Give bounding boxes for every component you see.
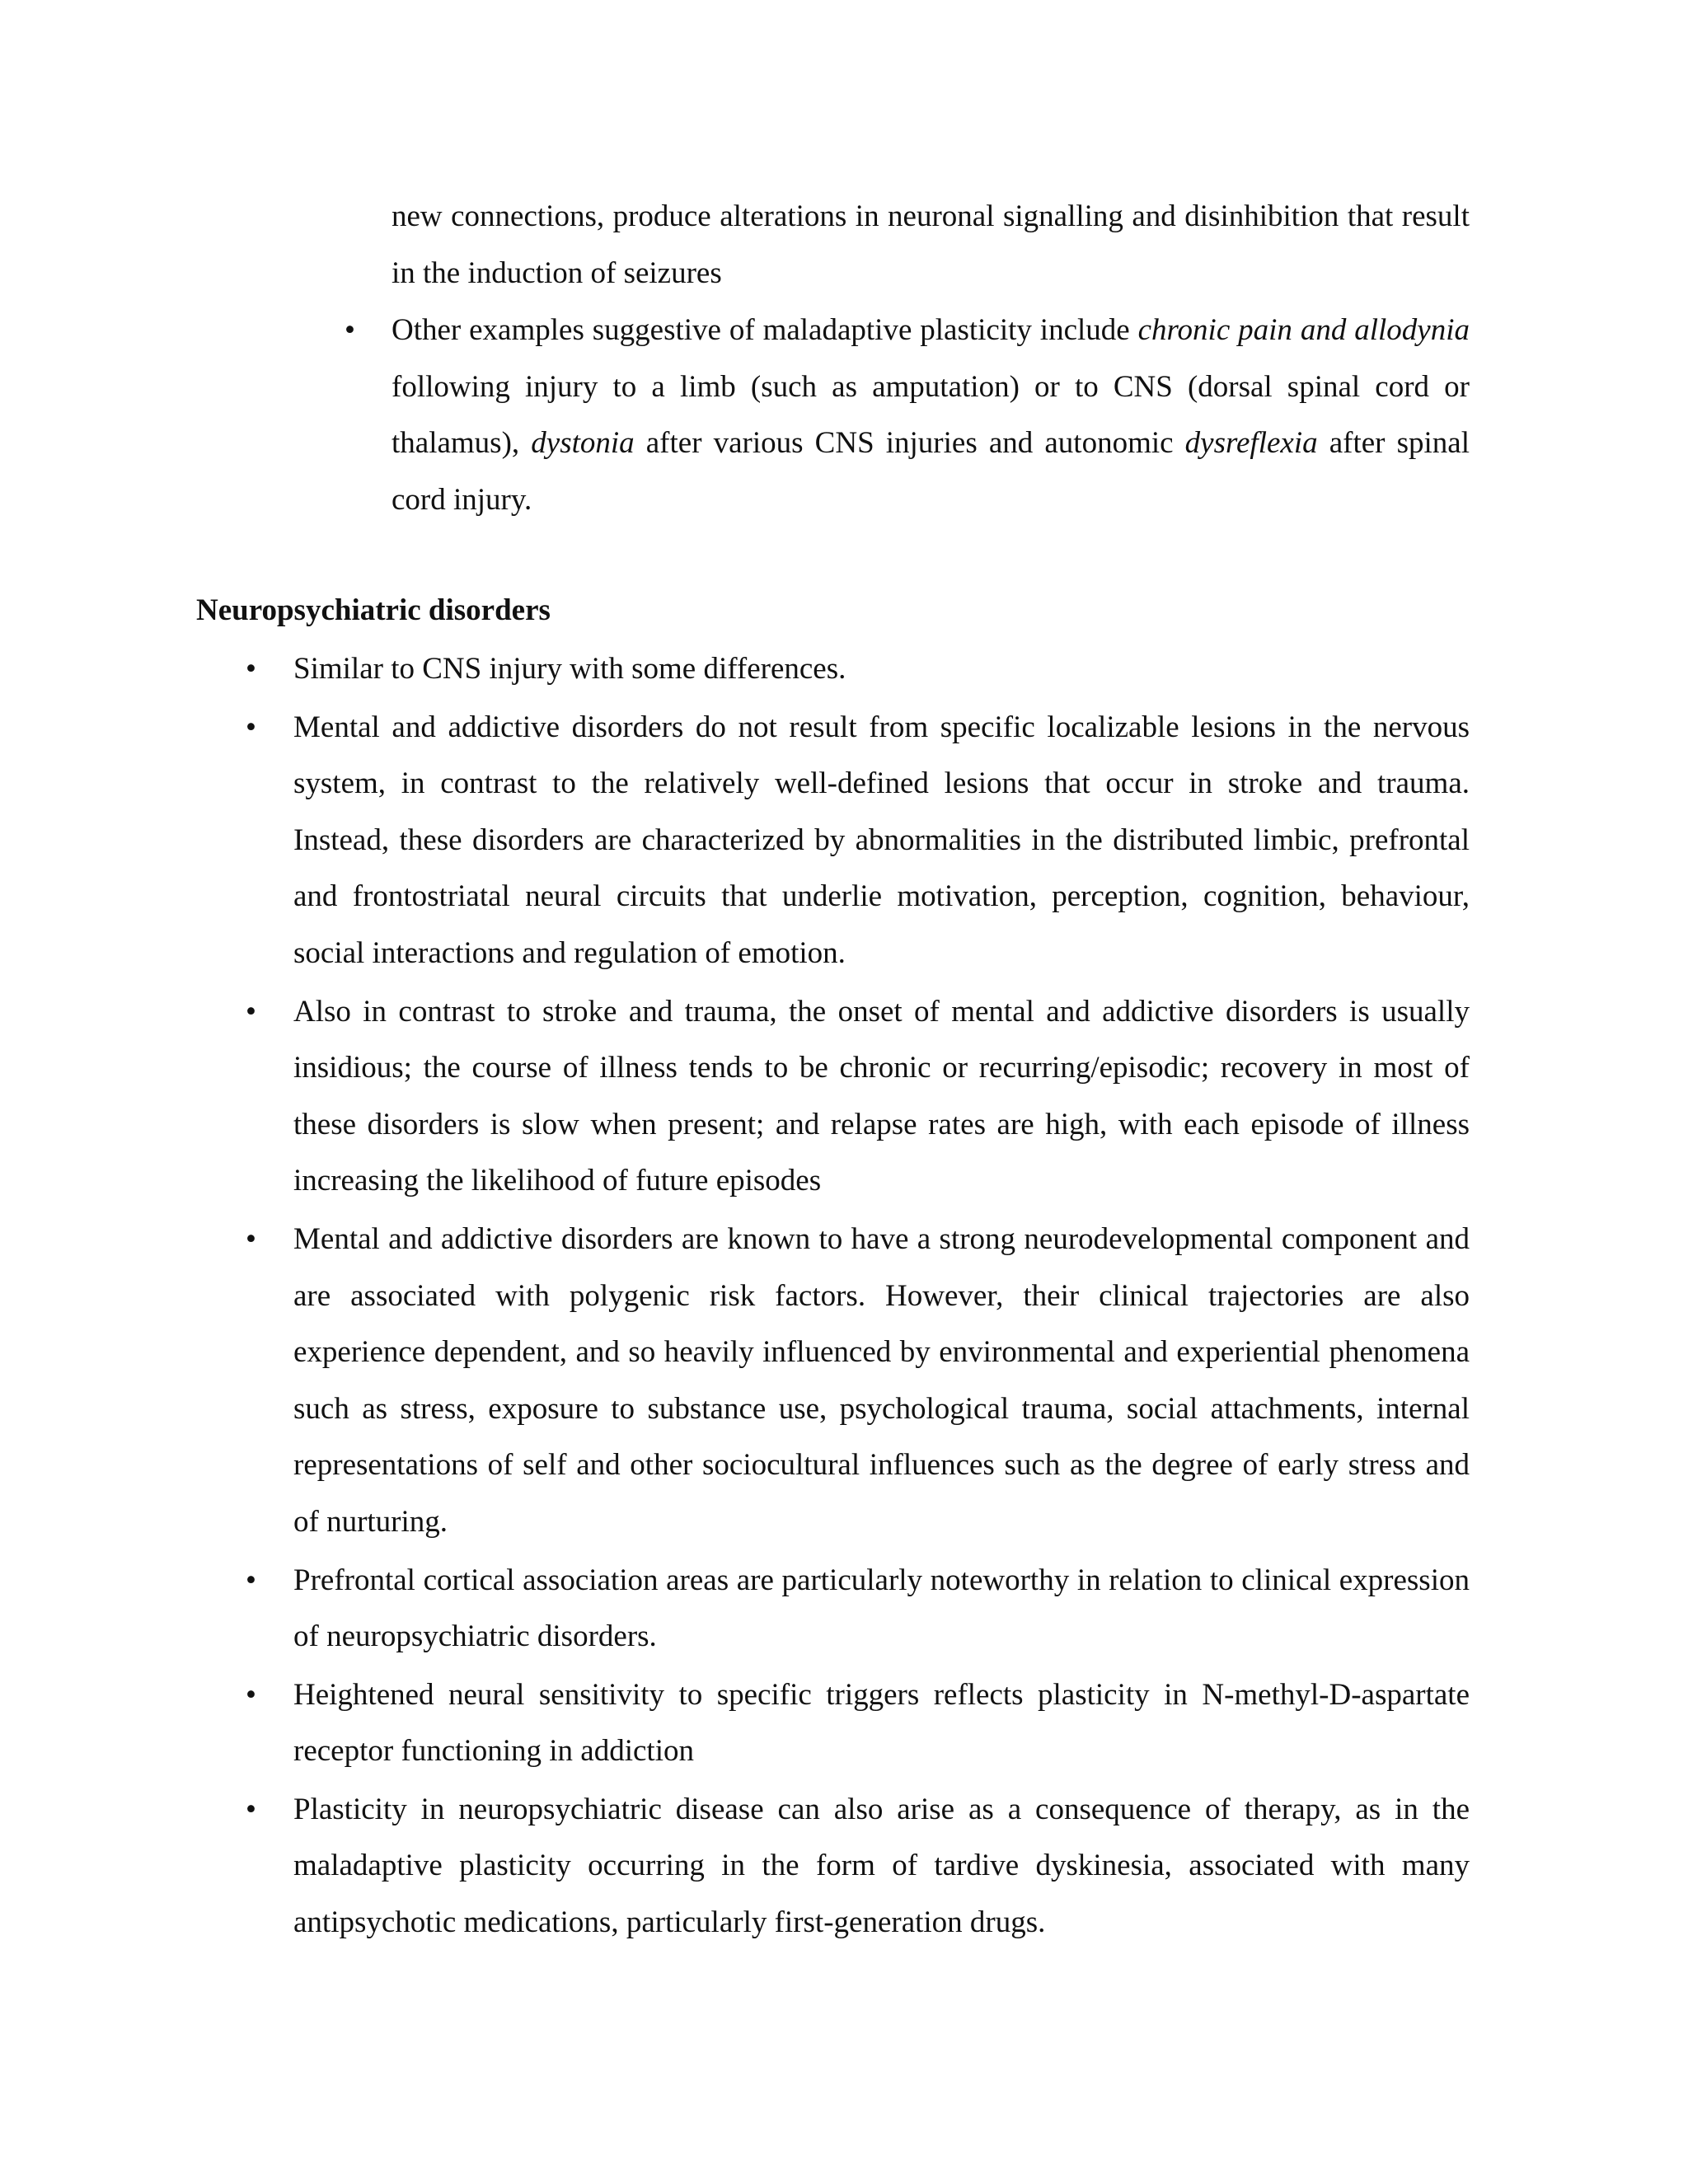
list-item (246, 641, 1470, 698)
item-text: Other examples suggestive of maladaptive plasticity include (392, 313, 1138, 347)
list-item (246, 700, 1470, 982)
item-text: Plasticity in neuropsychiatric disease can also arise as a consequence of therapy, as in the maladaptive plasticity occurring in the form of tardive dyskinesia, associated with many antipsychotic medications, particularly first-generation drugs. (293, 1792, 1470, 1940)
item-text: Also in contrast to stroke and trauma, the onset of mental and addictive disorders is usually insidious; the course of illness tends to be chronic or recurring/episodic; recovery in most of these disorders is slow when present; and relapse rates are high, with each episode of illness increasing the likelihood of future episodes (293, 994, 1470, 1198)
bullet-icon: • (246, 994, 256, 1029)
italic-term-dystonia: dystonia (531, 426, 635, 461)
italic-term-dysreflexia: dysreflexia (1184, 426, 1318, 461)
bullet-icon: • (246, 1221, 256, 1256)
bullet-icon: • (246, 1563, 256, 1597)
item-text: Mental and addictive disorders are known to have a strong neurodevelopmental component and are associated with polygenic risk factors. However, their clinical trajectories are also experience dependent, and so heavily influenced by environmental and experiential phenomena such as stress, exposure to substance use, psychological trauma, social attachments, internal representations of self and other sociocultural influences such as the degree of early stress and of nurturing. (293, 1221, 1470, 1539)
neuropsychiatric-list (246, 641, 1470, 1953)
list-item (246, 1553, 1470, 1666)
continuation-paragraph: new connections, produce alterations in neuronal signalling and disinhibition that result in the induction of seizures (392, 199, 1470, 290)
list-item (345, 302, 1470, 528)
item-text: Mental and addictive disorders do not result from specific localizable lesions in the nervous system, in contrast to the relatively well-defined lesions that occur in stroke and trauma. Instead, these disorders are characterized by abnormalities in the distributed limbic, prefrontal and frontostriatal neural circuits that underlie motivation, perception, cognition, behaviour, social interactions and regulation of emotion. (293, 710, 1470, 970)
bullet-icon: • (246, 1792, 256, 1826)
list-item (246, 1782, 1470, 1952)
item-text: following injury to a limb (such as amputation) or to CNS (dorsal spinal cord or thalamus), (392, 369, 1470, 461)
list-item (246, 1667, 1470, 1780)
section-heading: Neuropsychiatric disorders (196, 593, 551, 627)
item-text: after spinal cord injury. (392, 426, 1470, 517)
italic-term-chronic-pain: chronic pain and allodynia (1137, 313, 1470, 347)
list-item (246, 1212, 1470, 1551)
bullet-icon: • (345, 313, 355, 347)
list-item (246, 984, 1470, 1210)
bullet-icon: • (246, 652, 256, 686)
item-text: Prefrontal cortical association areas are particularly noteworthy in relation to clinical expression of neuropsychiatric disorders. (293, 1563, 1470, 1654)
item-text: Similar to CNS injury with some differences. (293, 652, 846, 686)
bullet-icon: • (246, 710, 256, 744)
maladaptive-plasticity-list (345, 302, 1470, 528)
item-text: Heightened neural sensitivity to specific triggers reflects plasticity in N-methyl-D-aspartate receptor functioning in addiction (293, 1677, 1470, 1769)
item-text: after various CNS injuries and autonomic (634, 426, 1185, 461)
bullet-icon: • (246, 1677, 256, 1712)
